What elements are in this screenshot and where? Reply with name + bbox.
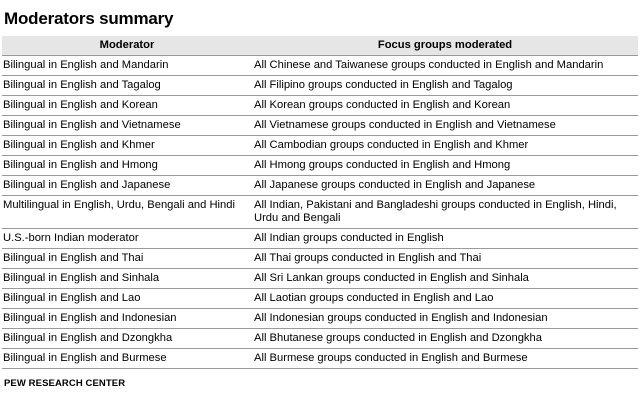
table-row <box>2 329 638 349</box>
column-header-focus-groups: Focus groups moderated <box>252 36 638 56</box>
focus-groups-cell: All Hmong groups conducted in English and Hmong <box>252 156 638 176</box>
table-row <box>2 289 638 309</box>
moderator-cell: Bilingual in English and Sinhala <box>2 269 252 289</box>
source-credit: PEW RESEARCH CENTER <box>4 378 126 389</box>
moderator-cell: Bilingual in English and Lao <box>2 289 252 309</box>
header-row <box>2 36 638 56</box>
table-row <box>2 309 638 329</box>
moderator-cell: Bilingual in English and Thai <box>2 249 252 269</box>
focus-groups-cell: All Bhutanese groups conducted in English and Dzongkha <box>252 329 638 349</box>
table-row <box>2 96 638 116</box>
moderators-table <box>2 36 638 369</box>
moderator-cell: Bilingual in English and Vietnamese <box>2 116 252 136</box>
table-row <box>2 269 638 289</box>
moderator-cell: U.S.-born Indian moderator <box>2 229 252 249</box>
table-row <box>2 176 638 196</box>
moderator-cell: Multilingual in English, Urdu, Bengali and Hindi <box>2 196 252 229</box>
focus-groups-cell: All Indonesian groups conducted in English and Indonesian <box>252 309 638 329</box>
moderator-cell: Bilingual in English and Dzongkha <box>2 329 252 349</box>
table-row <box>2 229 638 249</box>
focus-groups-cell: All Indian groups conducted in English <box>252 229 638 249</box>
focus-groups-cell: All Laotian groups conducted in English and Lao <box>252 289 638 309</box>
table-body <box>2 56 638 369</box>
focus-groups-cell: All Vietnamese groups conducted in English and Vietnamese <box>252 116 638 136</box>
focus-groups-cell: All Indian, Pakistani and Bangladeshi groups conducted in English, Hindi, Urdu and Bengali <box>252 196 638 229</box>
table-row <box>2 76 638 96</box>
table-row <box>2 349 638 369</box>
table-row <box>2 156 638 176</box>
focus-groups-cell: All Japanese groups conducted in English and Japanese <box>252 176 638 196</box>
moderator-cell: Bilingual in English and Mandarin <box>2 56 252 76</box>
focus-groups-cell: All Burmese groups conducted in English and Burmese <box>252 349 638 369</box>
moderator-cell: Bilingual in English and Burmese <box>2 349 252 369</box>
focus-groups-cell: All Thai groups conducted in English and Thai <box>252 249 638 269</box>
table-row <box>2 56 638 76</box>
column-header-moderator: Moderator <box>2 36 252 56</box>
table-row <box>2 116 638 136</box>
moderator-cell: Bilingual in English and Korean <box>2 96 252 116</box>
page-title: Moderators summary <box>4 9 174 28</box>
moderator-cell: Bilingual in English and Tagalog <box>2 76 252 96</box>
moderator-cell: Bilingual in English and Khmer <box>2 136 252 156</box>
focus-groups-cell: All Korean groups conducted in English and Korean <box>252 96 638 116</box>
moderator-cell: Bilingual in English and Japanese <box>2 176 252 196</box>
moderator-cell: Bilingual in English and Hmong <box>2 156 252 176</box>
focus-groups-cell: All Cambodian groups conducted in English and Khmer <box>252 136 638 156</box>
table-row <box>2 249 638 269</box>
moderator-cell: Bilingual in English and Indonesian <box>2 309 252 329</box>
focus-groups-cell: All Sri Lankan groups conducted in English and Sinhala <box>252 269 638 289</box>
focus-groups-cell: All Filipino groups conducted in English and Tagalog <box>252 76 638 96</box>
table-header <box>2 36 638 56</box>
table-row <box>2 196 638 229</box>
table-row <box>2 136 638 156</box>
focus-groups-cell: All Chinese and Taiwanese groups conducted in English and Mandarin <box>252 56 638 76</box>
